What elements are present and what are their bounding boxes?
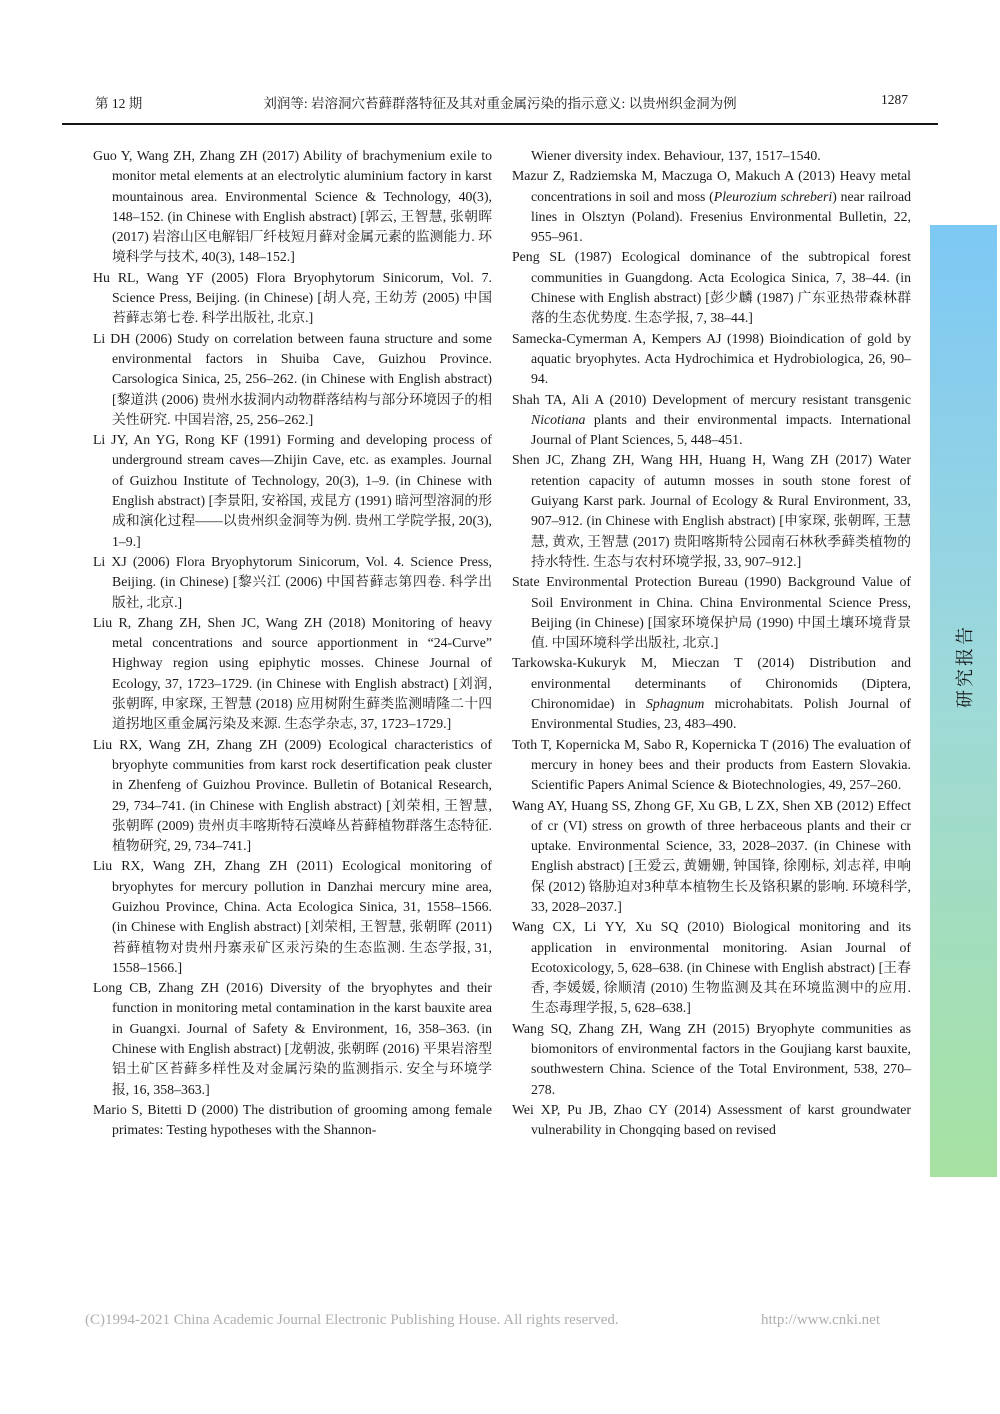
reference-text: State Environmental Protection Bureau (1990) Background Value of Soil Environment in China. China Environmental Science Press, Beijing (in Chinese) [国家环境保护局 (1990) 中国土壤环境背景值. 中国环境科学出版社, 北京.] [512,574,911,651]
reference-entry [93,978,492,1100]
reference-text: Li DH (2006) Study on correlation between fauna structure and some environmental factors in Shuiba Cave, Guizhou Province. Carsologica Sinica, 25, 256–262. (in Chinese with English abstract) [黎道洪 (2006) 贵州水拔洞内动物群落结构与部分环境因子的相关性研究. 中国岩溶, 25, 256–262.] [93,330,492,427]
reference-taxon-italic: Nicotiana [531,411,586,427]
reference-text: plants and their environmental impacts. International Journal of Plant Sciences, 5, 448–451. [531,411,911,448]
reference-text: Wei XP, Pu JB, Zhao CY (2014) Assessment of karst groundwater vulnerability in Chongqing based on revised [512,1101,911,1138]
reference-entry [512,917,911,1018]
copyright-text: (C)1994-2021 China Academic Journal Electronic Publishing House. All rights reserved. [85,1312,619,1328]
reference-text: Toth T, Kopernicka M, Sabo R, Kopernicka T (2016) The evaluation of mercury in honey bees and their products from Eastern Slovakia. Scientific Papers Animal Science & Biotechnologies, 49, 257–260. [512,736,911,793]
reference-text: Tarkowska-Kukuryk M, Mieczan T (2014) Distribution and environmental determinants of Chironomids (Diptera, Chironomidae) in [512,655,911,712]
reference-entry [93,329,492,430]
reference-text: Wang CX, Li YY, Xu SQ (2010) Biological monitoring and its application in environmental monitoring. Asian Journal of Ecotoxicology, 5, 628–638. (in Chinese with English abstract) [王春香, 李媛媛, 徐顺清 (2010) 生物监测及其在环境监测中的应用. 生态毒理学报, 5, 628–638.] [512,919,911,1016]
reference-entry [93,735,492,857]
section-side-tab [930,225,997,1177]
reference-text: Mazur Z, Radziemska M, Maczuga O, Makuch A (2013) Heavy metal concentrations in soil and moss ( [512,168,911,204]
reference-entry [93,430,492,552]
reference-text: Shen JC, Zhang ZH, Wang HH, Huang H, Wang ZH (2017) Water retention capacity of autumn mosses in south stone forest of Guiyang Karst park. Journal of Ecology & Rural Environment, 33, 907–912. (in Chinese with English abstract) [申家琛, 张朝晖, 王慧慧, 黄欢, 王智慧 (2017) 贵阳喀斯特公园南石林秋季藓类植物的持水特性. 生态与农村环境学报, 33, 907–912.] [512,452,911,569]
reference-entry [512,390,911,451]
reference-text: Wang AY, Huang SS, Zhong GF, Xu GB, L ZX, Shen XB (2012) Effect of cr (VI) stress on growth of three herbaceous plants and their cr uptake. Environmental Science, 33, 2028–2037. (in Chinese with English abstract) [王爱云, 黄姗姗, 钟国锋, 徐刚标, 刘志祥, 申响保 (2012) 铬胁迫对3种草本植物生长及铬积累的影响. 环境科学, 33, 2028–2037.] [512,797,911,914]
reference-entry [93,552,492,613]
reference-entry [512,329,911,390]
reference-entry [93,268,492,329]
reference-entry [512,247,911,328]
issue-number: 第 12 期 [95,96,143,111]
side-tab-label: 研究报告 [954,624,975,708]
reference-entry [93,856,492,978]
reference-entry [512,166,911,247]
reference-text: Mario S, Bitetti D (2000) The distribution of grooming among female primates: Testing hypotheses with the Shannon- [93,1101,492,1138]
header-rule [62,123,938,125]
page-number: 1287 [881,92,908,107]
reference-entry [93,613,492,735]
reference-entry [512,1100,911,1141]
reference-text: Peng SL (1987) Ecological dominance of the subtropical forest communities in Guangdong. Acta Ecologica Sinica, 7, 38–44. (in Chinese with English abstract) [彭少麟 (1987) 广东亚热带森林群落的生态优势度. 生态学报, 7, 38–44.] [512,249,911,326]
cnki-url: http://www.cnki.net [760,1312,880,1328]
page-header [62,92,938,114]
reference-text: Liu RX, Wang ZH, Zhang ZH (2009) Ecological characteristics of bryophyte communities from karst rock desertification peak cluster in Zhenfeng of Guizhou Province. Bulletin of Botanical Research, 29, 734–741. (in Chinese with English abstract) [刘荣相, 王智慧, 张朝晖 (2009) 贵州贞丰喀斯特石漠峰丛苔藓植物群落生态特征. 植物研究, 29, 734–741.] [93,736,492,854]
reference-text: Guo Y, Wang ZH, Zhang ZH (2017) Ability of brachymenium exile to monitor metal elements at an electrolytic aluminium factory in karst mountainous area. Environmental Science & Technology, 40(3), 148–152. (in Chinese with English abstract) [郭云, 王智慧, 张朝晖 (2017) 岩溶山区电解铝厂纤枝短月藓对金属元素的监测能力. 环境科学与技术, 40(3), 148–152.] [93,148,492,265]
reference-entry [512,796,911,918]
reference-entry [512,450,911,572]
reference-taxon-italic: Sphagnum [646,696,705,712]
reference-text: Wang SQ, Zhang ZH, Wang ZH (2015) Bryophyte communities as biomonitors of environmental factors in the Goujiang karst bauxite, southwestern China. Science of the Total Environment, 538, 270–278. [512,1020,911,1097]
reference-entry [512,1019,911,1100]
page-footer [85,1312,880,1329]
reference-entry [93,1100,492,1141]
reference-taxon-italic: Pleurozium schreberi [713,188,833,204]
running-title: 刘润等: 岩溶洞穴苔藓群落特征及其对重金属污染的指示意义: 以贵州织金洞为例 [263,96,737,111]
references-right [512,146,911,1141]
reference-entry [512,735,911,796]
reference-entry [512,572,911,653]
reference-text: Hu RL, Wang YF (2005) Flora Bryophytorum Sinicorum, Vol. 7. Science Press, Beijing. (in Chinese) [胡人亮, 王幼芳 (2005) 中国苔藓志第七卷. 科学出版社, 北京.] [93,269,492,326]
reference-text: ) near railroad lines in Olsztyn (Poland). Fresenius Environmental Bulletin, 22, 955–961. [531,188,911,245]
reference-text: Liu R, Zhang ZH, Shen JC, Wang ZH (2018) Monitoring of heavy metal concentrations and source apportionment in “24-Curve” Highway region using epiphytic mosses. Chinese Journal of Ecology, 37, 1723–1729. (in Chinese with English abstract) [刘润, 张朝晖, 申家琛, 王智慧 (2018) 应用树附生藓类监测晴隆二十四道拐地区重金属污染及来源. 生态学杂志, 37, 1723–1729.] [93,614,492,732]
reference-text: Li XJ (2006) Flora Bryophytorum Sinicorum, Vol. 4. Science Press, Beijing. (in Chinese) [黎兴江 (2006) 中国苔藓志第四卷. 科学出版社, 北京.] [93,553,492,610]
reference-text: Shah TA, Ali A (2010) Development of mercury resistant transgenic [512,391,911,407]
reference-text: microhabitats. Polish Journal of Environmental Studies, 23, 483–490. [531,696,911,732]
reference-text: Wiener diversity index. Behaviour, 137, 1517–1540. [531,148,821,163]
reference-text: Li JY, An YG, Rong KF (1991) Forming and developing process of underground stream caves—Zhijin Cave, etc. as examples. Journal of Guizhou Institute of Technology, 20(3), 1–9. (in Chinese with English abstract) [李景阳, 安裕国, 戎昆方 (1991) 暗河型溶洞的形成和演化过程——以贵州织金洞等为例. 贵州工学院学报, 20(3), 1–9.] [93,432,492,549]
reference-text: Long CB, Zhang ZH (2016) Diversity of the bryophytes and their function in monitoring metal contamination in the karst bauxite area in Guangxi. Journal of Safety & Environment, 16, 358–363. (in Chinese with English abstract) [龙朝波, 张朝晖 (2016) 平果岩溶型铝土矿区苔藓多样性及对金属污染的监测指示. 安全与环境学报, 16, 358–363.] [93,980,492,1097]
reference-entry [512,653,911,734]
reference-entry [93,146,492,268]
references-left [93,146,492,1141]
reference-text: Liu RX, Wang ZH, Zhang ZH (2011) Ecological monitoring of bryophytes for mercury pollution in Danzhai mercury mine area, Guizhou Province, China. Acta Ecologica Sinica, 31, 1558–1566. (in Chinese with English abstract) [刘荣相, 王智慧, 张朝晖 (2011) 苔藓植物对贵州丹寨汞矿区汞污染的生态监测. 生态学报, 31, 1558–1566.] [93,858,492,975]
reference-entry [512,146,911,166]
reference-text: Samecka-Cymerman A, Kempers AJ (1998) Bioindication of gold by aquatic bryophytes. Acta Hydrochimica et Hydrobiologica, 26, 90–94. [512,330,911,387]
